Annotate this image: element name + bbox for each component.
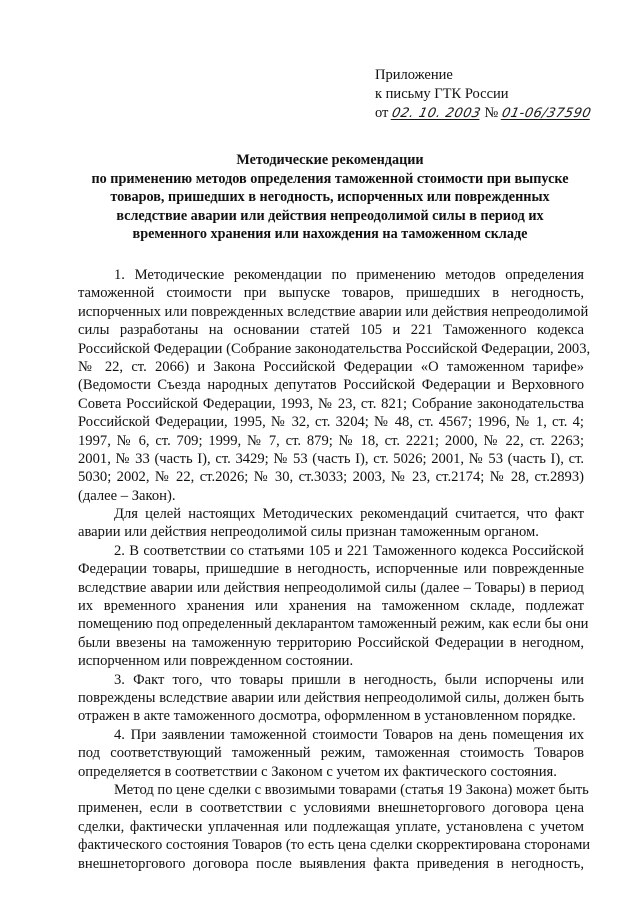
paragraph-2-line: вследствие аварии или действия непреодолимой силы (далее – Товары) в период <box>78 579 584 596</box>
paragraph-4-line: определяется в соответствии с Законом с учетом их фактического состояния. <box>78 763 557 780</box>
appendix-date-number <box>375 104 591 123</box>
paragraph-1-line: таможенной стоимости при выпуске товаров, пришедших в негодность, <box>78 285 584 302</box>
paragraph-1-line: (Ведомости Съезда народных депутатов Российской Федерации и Верховного <box>78 377 584 394</box>
title-line: товаров, пришедших в негодность, испорченных или поврежденных <box>110 189 550 205</box>
appendix-letter-ref: к письму ГТК России <box>375 86 509 102</box>
paragraph-4b-line: применен, если в соответствии с условиями внешнеторгового договора цена <box>78 800 584 817</box>
paragraph-4b-line: внешнеторгового договора после выявления факта приведения в негодность, <box>78 855 584 872</box>
paragraph-2-line: их временного хранения или хранения на таможенном складе, подлежат <box>78 598 584 615</box>
paragraph-1-line: 2001, № 33 (часть I), ст. 3429; № 53 (часть I), ст. 5026; 2001, № 53 (часть I), ст. <box>78 450 584 467</box>
paragraph-2-line: были ввезены на таможенную территорию Российской Федерации в негодном, <box>78 634 584 651</box>
paragraph-1-line: силы разработаны на основании статей 105 и 221 Таможенного кодекса <box>78 322 584 339</box>
paragraph-1b-line: аварии или действия непреодолимой силы признан таможенным органом. <box>78 524 539 541</box>
paragraph-1-line: 1. Методические рекомендации по применению методов определения <box>114 267 584 283</box>
paragraph-1-line: (далее – Закон). <box>78 487 176 504</box>
paragraph-1-line: № 22, ст. 2066) и Закона Российской Федерации «О таможенном тарифе» <box>78 358 584 375</box>
handwritten-date: 02. 10. 2003 <box>390 106 483 121</box>
date-prefix: от <box>375 105 389 121</box>
paragraph-4b-line: фактического состояния Товаров (то есть цена сделки скорректирована сторонами <box>78 837 591 854</box>
paragraph-2-line: испорченном или поврежденном состоянии. <box>78 653 354 670</box>
title-line: временного хранения или нахождения на таможенном складе <box>132 226 528 242</box>
document-body <box>78 266 591 873</box>
paragraph-1-line: Совета Российской Федерации, 1993, № 23, ст. 821; Собрание законодательства <box>78 395 584 412</box>
document-title <box>80 151 580 244</box>
paragraph-4-line: под соответствующий таможенный режим, таможенная стоимость Товаров <box>78 745 584 762</box>
title-line: вследствие аварии или действия непреодолимой силы в период их <box>116 207 544 224</box>
paragraph-4b-line: Метод по цене сделки с ввозимыми товарами (статья 19 Закона) может быть <box>114 781 589 798</box>
paragraph-1-line: испорченных или поврежденных вследствие аварии или действия непреодолимой <box>78 303 589 320</box>
paragraph-3-line: повреждены вследствие аварии или действия непреодолимой силы, должен быть <box>78 689 584 706</box>
number-prefix: № <box>484 105 499 121</box>
appendix-header <box>375 66 591 123</box>
paragraph-2-line: 2. В соответствии со статьями 105 и 221 Таможенного кодекса Российской <box>114 542 584 559</box>
paragraph-1-line: Российской Федерации (Собрание законодательства Российской Федерации, 2003, <box>78 340 591 357</box>
paragraph-4-line: 4. При заявлении таможенной стоимости Товаров на день помещения их <box>114 726 584 743</box>
paragraph-1-line: Российской Федерации, 1995, № 32, ст. 3204; № 48, ст. 4567; 1996, № 1, ст. 4; <box>78 414 584 431</box>
paragraph-2-line: помещению под определенный декларантом таможенный режим, как если бы они <box>78 616 589 633</box>
paragraph-1-line: 5030; 2002, № 22, ст.2026; № 30, ст.3033; 2003, № 23, ст.2174; № 28, ст.2893) <box>78 469 584 486</box>
handwritten-number: 01-06/37590 <box>500 106 593 121</box>
paragraph-4b-line: сделки, фактически уплаченная или подлежащая уплате, установлена с учетом <box>78 818 584 835</box>
paragraph-1b-line: Для целей настоящих Методических рекомендаций считается, что факт <box>114 506 584 523</box>
title-line: по применению методов определения таможенной стоимости при выпуске <box>91 170 569 187</box>
paragraph-2-line: Федерации товары, пришедшие в негодность, испорченные или поврежденные <box>78 561 584 578</box>
paragraph-3-line: 3. Факт того, что товары пришли в негодность, были испорчены или <box>114 671 584 688</box>
paragraph-3-line: отражен в акте таможенного досмотра, оформленном в установленном порядке. <box>78 708 576 725</box>
paragraph-1-line: 1997, № 6, ст. 709; 1999, № 7, ст. 879; № 18, ст. 2221; 2000, № 22, ст. 2263; <box>78 432 584 449</box>
title-line: Методические рекомендации <box>236 152 424 168</box>
appendix-label: Приложение <box>375 67 453 83</box>
